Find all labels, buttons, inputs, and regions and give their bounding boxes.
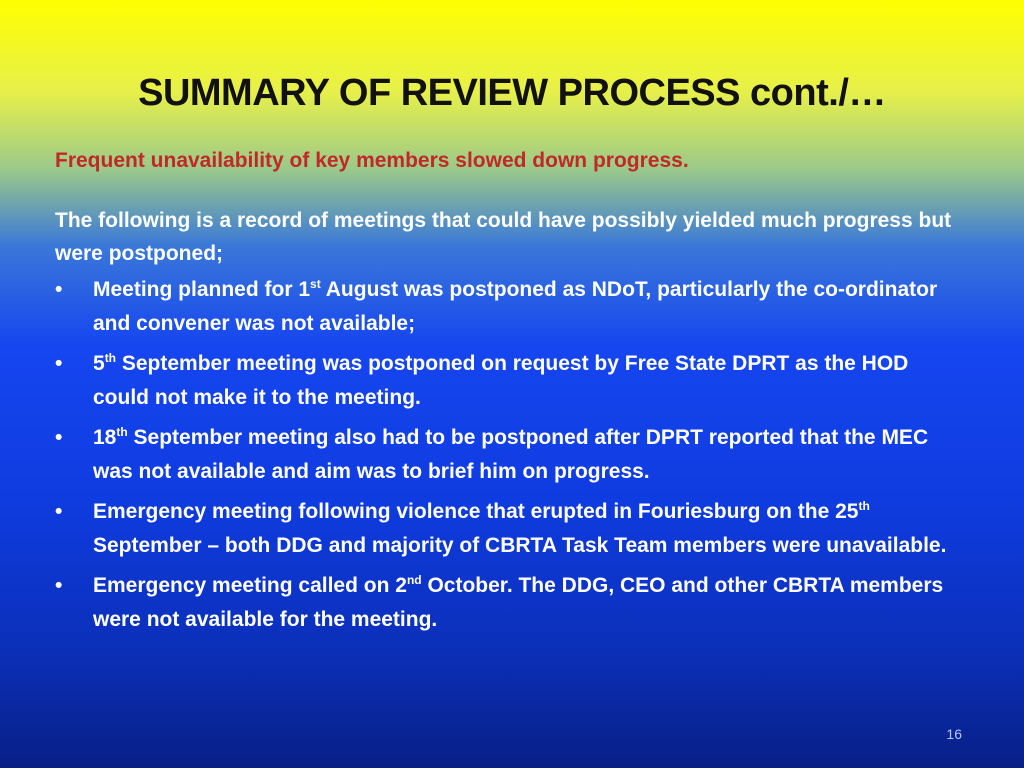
slide-body [55, 144, 960, 643]
bullet-text: Emergency meeting called on 2nd October. The DDG, CEO and other CBRTA members were not available for the meeting. [93, 573, 944, 631]
bullet-icon: • [55, 500, 63, 523]
bullet-text: Emergency meeting following violence that erupted in Fouriesburg on the 25th September – both DDG and majority of CBRTA Task Team members were unavailable. [93, 499, 947, 557]
bullet-text: 18th September meeting also had to be postponed after DPRT reported that the MEC was not available and aim was to brief him on progress. [93, 425, 929, 483]
list-item [55, 273, 960, 341]
bullet-icon: • [55, 426, 63, 449]
bullet-icon: • [55, 278, 63, 301]
bullet-icon: • [55, 574, 63, 597]
list-item [55, 347, 960, 415]
bullet-text: 5th September meeting was postponed on request by Free State DPRT as the HOD could not make it to the meeting. [93, 351, 909, 409]
meeting-list [55, 273, 960, 637]
bullet-text: Meeting planned for 1st August was postponed as NDoT, particularly the co-ordinator and convener was not available; [93, 277, 938, 335]
list-item [55, 569, 960, 637]
slide-title: SUMMARY OF REVIEW PROCESS cont./… [138, 72, 886, 114]
bullet-icon: • [55, 352, 63, 375]
page-number: 16 [946, 726, 962, 742]
record-line: The following is a record of meetings that could have possibly yielded much progress but were postponed; [55, 209, 952, 265]
list-item [55, 495, 960, 563]
intro-line: Frequent unavailability of key members slowed down progress. [55, 149, 689, 172]
list-item [55, 421, 960, 489]
